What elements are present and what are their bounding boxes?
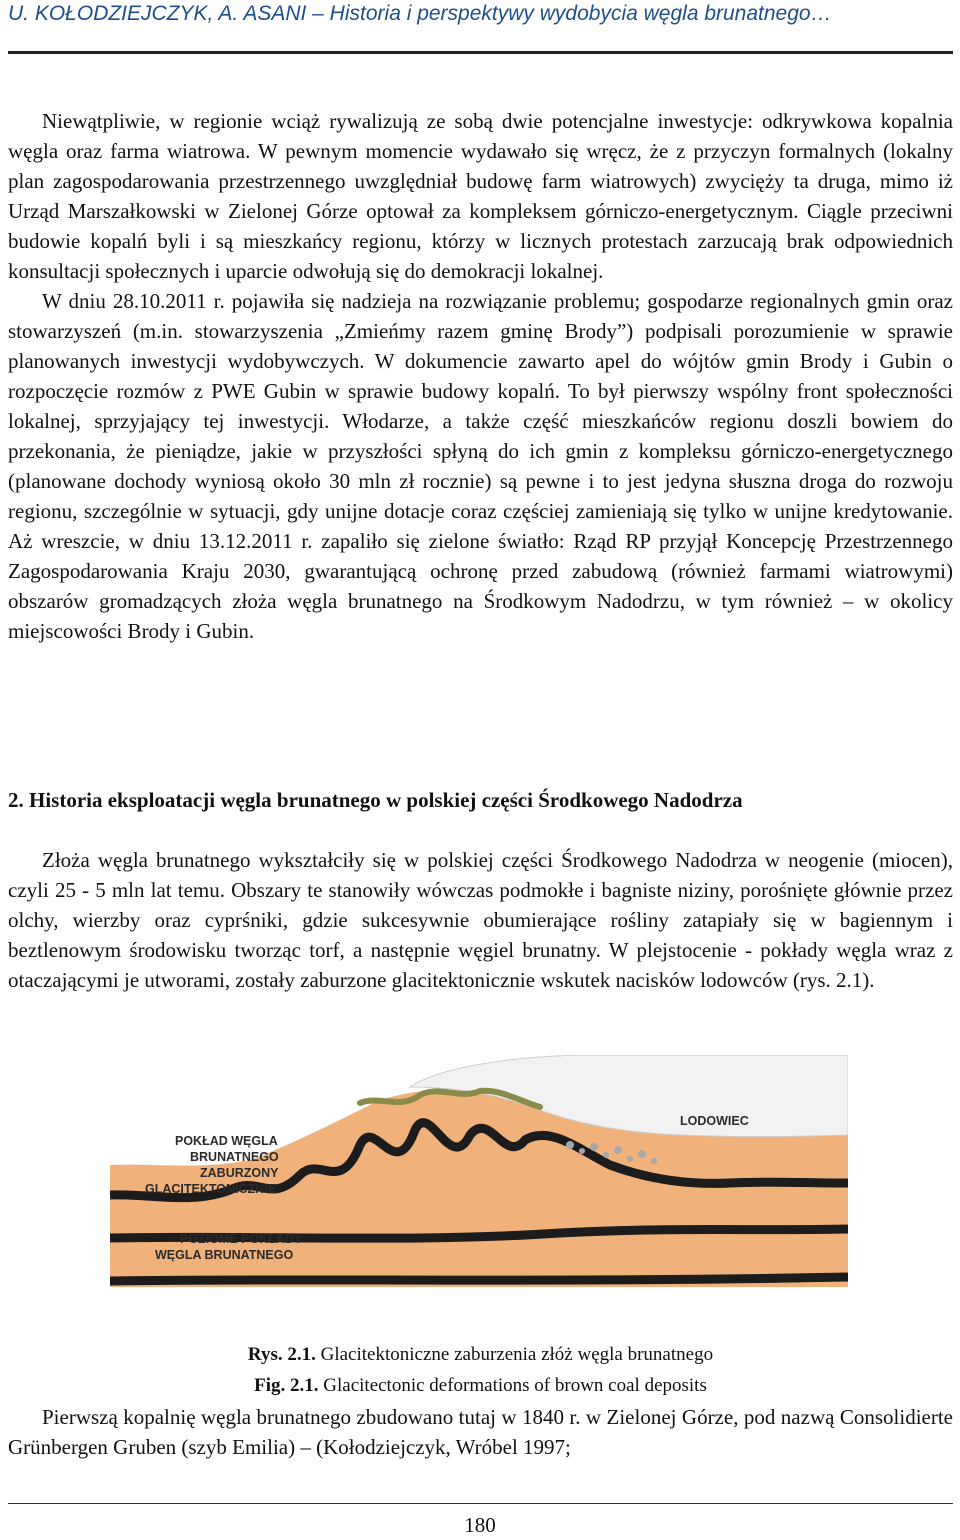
- label-glacier: LODOWIEC: [680, 1114, 749, 1128]
- paragraph-4: Pierwszą kopalnię węgla brunatnego zbudowano tutaj w 1840 r. w Zielonej Górze, pod nazwą Consolidierte Grünbergen Gruben (szyb Emilia) – (Kołodziejczyk, Wróbel 1997;: [8, 1405, 953, 1459]
- body-block-1: [8, 106, 953, 646]
- body-block-2: [8, 845, 953, 995]
- geology-diagram: [110, 1055, 848, 1310]
- header-rule: [8, 51, 953, 54]
- label-deformed-4: GLACITEKTONICZNIE: [145, 1182, 277, 1196]
- horizontal-coal-seam-2: [110, 1277, 848, 1281]
- label-deformed-1: POKŁAD WĘGLA: [175, 1134, 278, 1148]
- paragraph-2: W dniu 28.10.2011 r. pojawiła się nadzieja na rozwiązanie problemu; gospodarze regionalnych gmin oraz stowarzyszeń (m.in. stowarzyszenia „Zmieńmy razem gminę Brody”) podpisali porozumienie w sprawie planowanych inwestycji wydobywczych. W dokumencie zawarto apel do wójtów gmin Brody i Gubin o rozpoczęcie rozmów z PWE Gubin w sprawie budowy kopalń. To był pierwszy wspólny front społeczności lokalnej, sprzyjający tej inwestycji. Włodarze, a także część mieszkańców regionu doszli bowiem do przekonania, że pieniądze, jakie w przyszłości spłyną do ich gmin z kompleksu górniczo-energetycznego (planowane dochody wyniosą około 30 mln zł rocznie) są pewne i to jest jedyna słuszna droga do rozwoju regionu, szczególnie w sytuacji, gdy unijne dotacje coraz częściej zamieniają się tylko w unijne kredytowanie. Aż wreszcie, w dniu 13.12.2011 r. zapaliło się zielone światło: Rząd RP przyjął Koncepcję Przestrzennego Zagospodarowania Kraju 2030, gwarantującą ochronę przed zabudową (również farmami wiatrowymi) obszarów gromadzących złoża węgla brunatnego na Środkowym Nadodrzu, w tym również – w okolicy miejscowości Brody i Gubin.: [8, 289, 953, 643]
- label-horizontal-2: WĘGLA BRUNATNEGO: [155, 1248, 294, 1262]
- label-horizontal-1: POZIOME POKŁADY: [180, 1232, 303, 1246]
- footer-rule: [8, 1503, 953, 1504]
- caption-pl-text: Glacitektoniczne zaburzenia złóż węgla brunatnego: [320, 1344, 714, 1365]
- caption-pl-label: Rys. 2.1.: [247, 1344, 316, 1365]
- running-header: U. KOŁODZIEJCZYK, A. ASANI – Historia i perspektywy wydobycia węgla brunatnego…: [8, 2, 832, 25]
- page-number: 180: [464, 1513, 496, 1537]
- paragraph-1: Niewątpliwie, w regionie wciąż rywalizują ze sobą dwie potencjalne inwestycje: odkrywkowa kopalnia węgla oraz farma wiatrowa. W pewnym momencie wydawało się wręcz, że z przyczyn formalnych (lokalny plan zagospodarowania przestrzennego uwzględniał budowę farm wiatrowych) zwycięży ta druga, mimo iż Urząd Marszałkowski w Zielonej Górze optował za kompleksem górniczo-energetycznym. Ciągle przeciwni budowie kopalń byli i są mieszkańcy regionu, którzy w licznych protestach zarzucają brak odpowiednich konsultacji społecznych i uparcie odwołują się do demokracji lokalnej.: [8, 109, 953, 283]
- label-deformed-3: ZABURZONY: [200, 1166, 279, 1180]
- body-block-3: [8, 1402, 953, 1462]
- paragraph-3: Złoża węgla brunatnego wykształciły się w polskiej części Środkowego Nadodrza w neogenie (miocen), czyli 25 - 5 mln lat temu. Obszary te stanowiły wówczas podmokłe i bagniste niziny, porośnięte głównie przez olchy, wierzby oraz cyprśniki, gdzie sukcesywnie obumierające rośliny zatapiały się w bagiennym i beztlenowym środowisku tworząc torf, a następnie węgiel brunatny. W plejstocenie - pokłady węgla wraz z otaczającymi je utworami, zostały zaburzone glacitektonicznie wskutek nacisków lodowców (rys. 2.1).: [8, 848, 953, 992]
- geology-figure: [110, 1055, 848, 1310]
- caption-en: [8, 1373, 953, 1399]
- label-deformed-2: BRUNATNEGO: [190, 1150, 279, 1164]
- caption-en-text: Glacitectonic deformations of brown coal deposits: [323, 1375, 707, 1396]
- section-heading: 2. Historia eksploatacji węgla brunatnego w polskiej części Środkowego Nadodrza: [8, 788, 743, 812]
- caption-pl: [8, 1342, 953, 1368]
- caption-en-label: Fig. 2.1.: [254, 1375, 319, 1396]
